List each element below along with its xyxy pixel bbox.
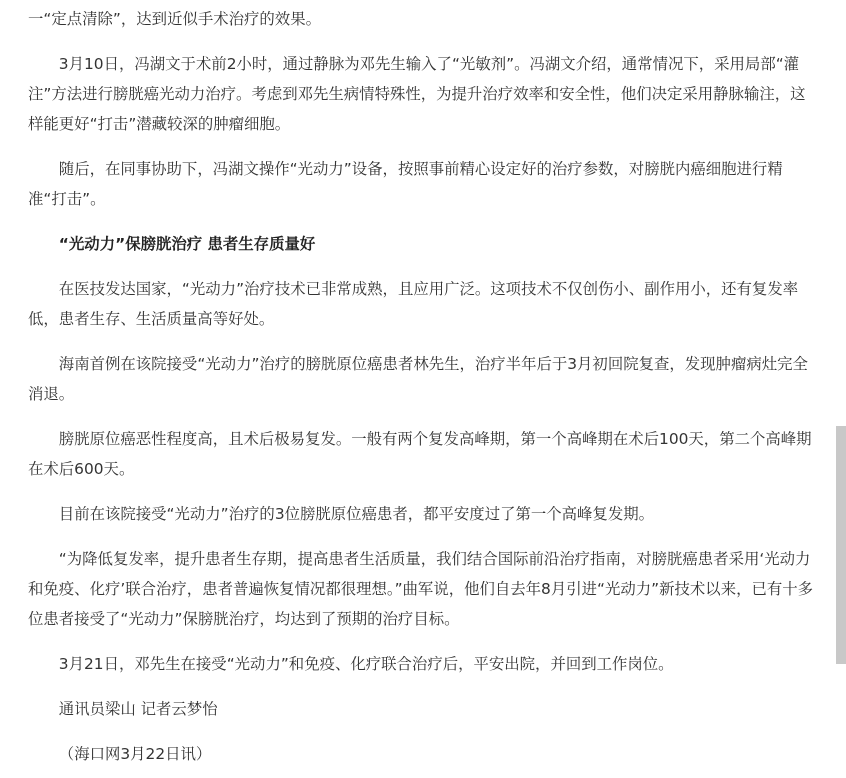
- article-paragraph: 膀胱原位癌恶性程度高，且术后极易复发。一般有两个复发高峰期，第一个高峰期在术后100天，第二个高峰期在术后600天。: [28, 430, 812, 478]
- article-paragraph: “为降低复发率，提升患者生存期，提高患者生活质量，我们结合国际前沿治疗指南，对膀胱癌患者采用‘光动力和免疫、化疗’联合治疗，患者普遍恢复情况都很理想。”曲军说，他们自去年8月引进“光动力”新技术以来，已有十多位患者接受了“光动力”保膀胱治疗，均达到了预期的治疗目标。: [28, 550, 814, 628]
- article-paragraph: 在医技发达国家，“光动力”治疗技术已非常成熟，且应用广泛。这项技术不仅创伤小、副作用小，还有复发率低，患者生存、生活质量高等好处。: [28, 280, 799, 328]
- article-paragraph: 3月10日，冯湖文于术前2小时，通过静脉为邓先生输入了“光敏剂”。冯湖文介绍，通常情况下，采用局部“灌注”方法进行膀胱癌光动力治疗。考虑到邓先生病情特殊性，为提升治疗效率和安全性，他们决定采用静脉输注，这样能更好“打击”潜藏较深的肿瘤细胞。: [28, 55, 806, 133]
- dateline: （海口网3月22日讯）: [58, 745, 212, 763]
- article-paragraph: 一“定点清除”，达到近似手术治疗的效果。: [28, 10, 321, 28]
- article-paragraph: 3月21日，邓先生在接受“光动力”和免疫、化疗联合治疗后，平安出院，并回到工作岗位。: [58, 655, 674, 673]
- article-paragraph: 海南首例在该院接受“光动力”治疗的膀胱原位癌患者林先生，治疗半年后于3月初回院复查，发现肿瘤病灶完全消退。: [28, 355, 808, 403]
- article-paragraph: 目前在该院接受“光动力”治疗的3位膀胱原位癌患者，都平安度过了第一个高峰复发期。: [58, 505, 654, 523]
- scrollbar-thumb[interactable]: [836, 426, 846, 664]
- section-heading: “光动力”保膀胱治疗 患者生存质量好: [58, 235, 316, 253]
- byline: 通讯员梁山 记者云梦怡: [58, 700, 218, 718]
- article-paragraph: 随后，在同事协助下，冯湖文操作“光动力”设备，按照事前精心设定好的治疗参数，对膀胱内癌细胞进行精准“打击”。: [28, 160, 783, 208]
